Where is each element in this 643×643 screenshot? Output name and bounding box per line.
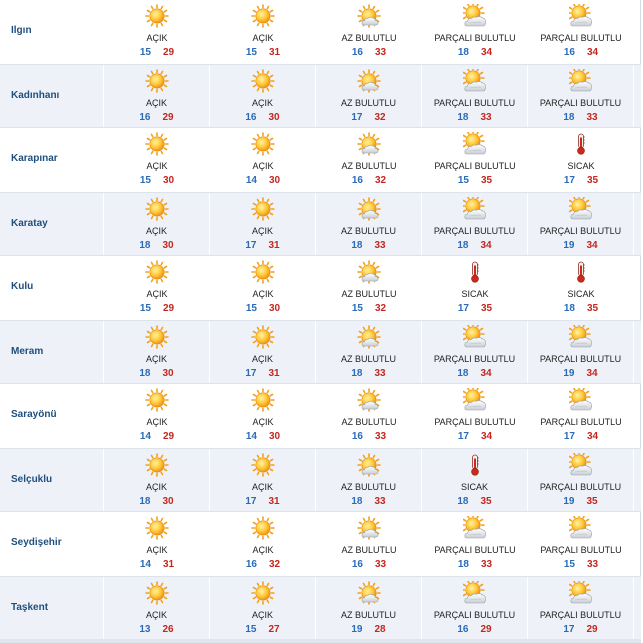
condition-label: PARÇALI BULUTLU	[434, 417, 516, 427]
sun-cloud-icon	[357, 260, 381, 284]
min-temp: 16	[351, 431, 363, 442]
table-row	[0, 64, 641, 128]
forecast-cell	[422, 193, 528, 255]
max-temp: 33	[375, 431, 387, 442]
condition-label: AZ BULUTLU	[340, 610, 396, 620]
condition-label: AÇIK	[252, 161, 274, 171]
max-temp: 29	[480, 624, 492, 635]
max-temp: 34	[481, 47, 493, 58]
city-name: Karatay	[0, 193, 104, 255]
thermometer-icon	[569, 132, 593, 156]
max-temp: 29	[163, 303, 175, 314]
city-name: Seydişehir	[11, 537, 62, 548]
condition-label: PARÇALI BULUTLU	[540, 33, 622, 43]
forecast-cell	[210, 384, 316, 448]
thermometer-icon	[463, 453, 487, 477]
sun-cloud-icon	[357, 197, 381, 221]
forecast-cell	[316, 321, 422, 383]
max-temp: 30	[268, 112, 280, 123]
min-temp: 18	[457, 47, 469, 58]
condition-label: SICAK	[567, 161, 595, 171]
forecast-cell	[104, 0, 210, 64]
sun-icon	[251, 388, 275, 412]
condition-label: PARÇALI BULUTLU	[433, 98, 516, 108]
max-temp: 31	[268, 240, 280, 251]
forecast-cell	[422, 512, 528, 576]
min-temp: 17	[245, 240, 257, 251]
forecast-cell	[528, 0, 634, 64]
partly-cloudy-icon	[569, 453, 593, 477]
forecast-cell	[210, 0, 316, 64]
min-temp: 16	[351, 47, 363, 58]
sun-icon	[145, 453, 169, 477]
max-temp: 31	[269, 47, 281, 58]
forecast-cell	[210, 577, 316, 639]
forecast-cell	[528, 449, 634, 511]
table-row	[0, 320, 641, 384]
table-row	[0, 448, 641, 512]
max-temp: 34	[480, 368, 492, 379]
min-temp: 15	[139, 47, 151, 58]
city-name: Ilgın	[11, 25, 32, 36]
max-temp: 27	[268, 624, 280, 635]
sun-icon	[145, 197, 169, 221]
partly-cloudy-icon	[569, 388, 593, 412]
min-temp: 15	[457, 175, 469, 186]
max-temp: 34	[481, 431, 493, 442]
city-name: Karapınar	[11, 153, 58, 164]
condition-label: PARÇALI BULUTLU	[539, 98, 622, 108]
max-temp: 33	[374, 368, 386, 379]
min-temp: 14	[245, 175, 257, 186]
table-row	[0, 512, 641, 576]
sun-icon	[251, 197, 275, 221]
partly-cloudy-icon	[463, 197, 487, 221]
city-name: Selçuklu	[0, 449, 104, 511]
sun-icon	[251, 4, 275, 28]
forecast-cell	[422, 577, 528, 639]
forecast-cell	[422, 0, 528, 64]
max-temp: 32	[375, 175, 387, 186]
min-temp: 16	[351, 175, 363, 186]
condition-label: PARÇALI BULUTLU	[434, 545, 516, 555]
forecast-cell	[316, 577, 422, 639]
forecast-cell	[104, 512, 210, 576]
min-temp: 18	[351, 368, 363, 379]
condition-label: AZ BULUTLU	[340, 226, 396, 236]
sun-icon	[251, 453, 275, 477]
max-temp: 34	[587, 431, 599, 442]
condition-label: SICAK	[461, 289, 489, 299]
partly-cloudy-icon	[569, 516, 593, 540]
condition-label: SICAK	[460, 482, 488, 492]
forecast-cell	[528, 256, 634, 320]
sun-cloud-icon	[357, 4, 381, 28]
condition-label: AÇIK	[146, 545, 168, 555]
min-temp: 17	[457, 431, 469, 442]
forecast-cell	[210, 65, 316, 127]
thermometer-icon	[569, 260, 593, 284]
partly-cloudy-icon	[463, 69, 487, 93]
forecast-cell	[528, 321, 634, 383]
min-temp: 18	[457, 559, 469, 570]
min-temp: 16	[245, 112, 257, 123]
condition-label: AZ BULUTLU	[340, 98, 396, 108]
condition-label: AZ BULUTLU	[341, 417, 397, 427]
sun-icon	[145, 260, 169, 284]
max-temp: 29	[162, 112, 174, 123]
max-temp: 30	[162, 368, 174, 379]
max-temp: 31	[163, 559, 175, 570]
condition-label: AÇIK	[252, 33, 274, 43]
forecast-cell	[316, 449, 422, 511]
condition-label: PARÇALI BULUTLU	[434, 33, 516, 43]
partly-cloudy-icon	[463, 132, 487, 156]
city-name: Taşkent	[0, 577, 104, 639]
partly-cloudy-icon	[463, 516, 487, 540]
sun-icon	[145, 69, 169, 93]
min-temp: 18	[457, 112, 469, 123]
partly-cloudy-icon	[463, 388, 487, 412]
max-temp: 35	[481, 303, 493, 314]
forecast-cell	[210, 512, 316, 576]
forecast-cell	[316, 65, 422, 127]
forecast-cell	[104, 65, 210, 127]
min-temp: 16	[563, 47, 575, 58]
condition-label: AÇIK	[252, 545, 274, 555]
condition-label: PARÇALI BULUTLU	[539, 226, 622, 236]
sun-icon	[145, 132, 169, 156]
max-temp: 33	[586, 112, 598, 123]
condition-label: PARÇALI BULUTLU	[539, 354, 622, 364]
max-temp: 31	[268, 368, 280, 379]
sun-cloud-icon	[357, 388, 381, 412]
min-temp: 18	[351, 496, 363, 507]
forecast-cell	[316, 384, 422, 448]
sun-icon	[251, 516, 275, 540]
min-temp: 17	[245, 496, 257, 507]
table-row	[0, 0, 641, 64]
max-temp: 34	[586, 368, 598, 379]
sun-cloud-icon	[357, 69, 381, 93]
condition-label: AÇIK	[251, 98, 273, 108]
condition-label: AZ BULUTLU	[341, 161, 397, 171]
max-temp: 30	[162, 240, 174, 251]
condition-label: AÇIK	[145, 98, 167, 108]
min-temp: 16	[139, 112, 151, 123]
sun-cloud-icon	[357, 453, 381, 477]
forecast-cell	[316, 512, 422, 576]
condition-label: PARÇALI BULUTLU	[539, 482, 622, 492]
forecast-cell	[422, 449, 528, 511]
max-temp: 32	[374, 112, 386, 123]
condition-label: AZ BULUTLU	[341, 33, 397, 43]
partly-cloudy-icon	[463, 581, 487, 605]
forecast-cell	[104, 128, 210, 192]
forecast-cell	[528, 512, 634, 576]
forecast-cell	[104, 321, 210, 383]
max-temp: 32	[269, 559, 281, 570]
forecast-cell	[422, 321, 528, 383]
min-temp: 15	[563, 559, 575, 570]
max-temp: 33	[480, 112, 492, 123]
forecast-cell	[422, 65, 528, 127]
max-temp: 29	[586, 624, 598, 635]
min-temp: 19	[563, 368, 575, 379]
max-temp: 28	[374, 624, 386, 635]
sun-icon	[251, 581, 275, 605]
min-temp: 15	[351, 303, 363, 314]
condition-label: PARÇALI BULUTLU	[540, 545, 622, 555]
forecast-cell	[316, 193, 422, 255]
max-temp: 31	[268, 496, 280, 507]
max-temp: 35	[480, 496, 492, 507]
min-temp: 17	[563, 624, 575, 635]
max-temp: 33	[587, 559, 599, 570]
max-temp: 34	[586, 240, 598, 251]
max-temp: 33	[374, 496, 386, 507]
max-temp: 30	[269, 303, 281, 314]
condition-label: AZ BULUTLU	[341, 289, 397, 299]
sun-icon	[145, 388, 169, 412]
forecast-cell	[528, 384, 634, 448]
condition-label: AZ BULUTLU	[341, 545, 397, 555]
min-temp: 18	[457, 240, 469, 251]
min-temp: 18	[457, 496, 469, 507]
table-row	[0, 192, 641, 256]
forecast-cell	[104, 384, 210, 448]
sun-icon	[145, 325, 169, 349]
forecast-cell	[210, 256, 316, 320]
condition-label: AÇIK	[146, 417, 168, 427]
min-temp: 17	[563, 175, 575, 186]
partly-cloudy-icon	[569, 325, 593, 349]
sun-cloud-icon	[357, 516, 381, 540]
partly-cloudy-icon	[569, 4, 593, 28]
sun-icon	[145, 581, 169, 605]
min-temp: 17	[457, 303, 469, 314]
condition-label: AÇIK	[146, 289, 168, 299]
max-temp: 35	[587, 303, 599, 314]
min-temp: 13	[139, 624, 151, 635]
min-temp: 15	[245, 303, 257, 314]
min-temp: 16	[351, 559, 363, 570]
condition-label: AZ BULUTLU	[340, 354, 396, 364]
max-temp: 26	[162, 624, 174, 635]
max-temp: 29	[163, 47, 175, 58]
min-temp: 18	[563, 303, 575, 314]
condition-label: AÇIK	[252, 417, 274, 427]
max-temp: 30	[269, 175, 281, 186]
sun-icon	[251, 69, 275, 93]
city-name: Meram	[0, 321, 104, 383]
min-temp: 15	[245, 47, 257, 58]
min-temp: 18	[139, 368, 151, 379]
max-temp: 32	[375, 303, 387, 314]
forecast-cell	[528, 65, 634, 127]
max-temp: 35	[586, 496, 598, 507]
min-temp: 16	[245, 559, 257, 570]
partly-cloudy-icon	[569, 69, 593, 93]
min-temp: 18	[139, 496, 151, 507]
min-temp: 18	[351, 240, 363, 251]
max-temp: 33	[375, 559, 387, 570]
min-temp: 14	[139, 559, 151, 570]
sun-cloud-icon	[357, 581, 381, 605]
forecast-cell	[210, 321, 316, 383]
forecast-cell	[422, 128, 528, 192]
min-temp: 15	[139, 303, 151, 314]
condition-label: SICAK	[567, 289, 595, 299]
max-temp: 30	[163, 175, 175, 186]
min-temp: 19	[351, 624, 363, 635]
condition-label: AÇIK	[145, 610, 167, 620]
forecast-cell	[528, 577, 634, 639]
min-temp: 15	[139, 175, 151, 186]
forecast-cell	[104, 449, 210, 511]
condition-label: AÇIK	[145, 226, 167, 236]
max-temp: 35	[481, 175, 493, 186]
table-row	[0, 256, 641, 320]
max-temp: 30	[162, 496, 174, 507]
condition-label: PARÇALI BULUTLU	[433, 354, 516, 364]
condition-label: AÇIK	[145, 354, 167, 364]
condition-label: PARÇALI BULUTLU	[433, 226, 516, 236]
condition-label: AÇIK	[146, 161, 168, 171]
min-temp: 19	[563, 240, 575, 251]
forecast-cell	[422, 256, 528, 320]
max-temp: 35	[587, 175, 599, 186]
min-temp: 19	[563, 496, 575, 507]
forecast-cell	[528, 128, 634, 192]
forecast-cell	[528, 193, 634, 255]
table-row	[0, 128, 641, 192]
condition-label: AÇIK	[145, 482, 167, 492]
max-temp: 29	[163, 431, 175, 442]
min-temp: 18	[563, 112, 575, 123]
thermometer-icon	[463, 260, 487, 284]
max-temp: 30	[269, 431, 281, 442]
forecast-cell	[104, 577, 210, 639]
table-footer-bar	[0, 639, 641, 643]
sun-cloud-icon	[357, 325, 381, 349]
min-temp: 18	[457, 368, 469, 379]
max-temp: 33	[374, 240, 386, 251]
sun-icon	[145, 4, 169, 28]
condition-label: AÇIK	[251, 354, 273, 364]
city-name: Sarayönü	[11, 409, 57, 420]
min-temp: 16	[457, 624, 469, 635]
sun-cloud-icon	[357, 132, 381, 156]
forecast-cell	[316, 128, 422, 192]
max-temp: 33	[481, 559, 493, 570]
condition-label: AÇIK	[252, 289, 274, 299]
condition-label: PARÇALI BULUTLU	[540, 417, 622, 427]
forecast-cell	[316, 256, 422, 320]
forecast-cell	[210, 193, 316, 255]
condition-label: PARÇALI BULUTLU	[539, 610, 622, 620]
partly-cloudy-icon	[569, 581, 593, 605]
partly-cloudy-icon	[569, 197, 593, 221]
table-row	[0, 576, 641, 640]
city-name: Kadınhanı	[0, 65, 104, 127]
forecast-cell	[422, 384, 528, 448]
forecast-cell	[210, 449, 316, 511]
forecast-cell	[104, 256, 210, 320]
max-temp: 34	[587, 47, 599, 58]
min-temp: 18	[139, 240, 151, 251]
condition-label: PARÇALI BULUTLU	[434, 161, 516, 171]
forecast-cell	[316, 0, 422, 64]
condition-label: AÇIK	[251, 482, 273, 492]
min-temp: 17	[563, 431, 575, 442]
table-row	[0, 384, 641, 448]
max-temp: 33	[375, 47, 387, 58]
city-name: Kulu	[11, 281, 34, 292]
forecast-cell	[104, 193, 210, 255]
sun-icon	[251, 260, 275, 284]
condition-label: AZ BULUTLU	[340, 482, 396, 492]
condition-label: AÇIK	[251, 226, 273, 236]
min-temp: 14	[139, 431, 151, 442]
condition-label: AÇIK	[251, 610, 273, 620]
sun-icon	[145, 516, 169, 540]
min-temp: 17	[351, 112, 363, 123]
forecast-cell	[210, 128, 316, 192]
condition-label: PARÇALI BULUTLU	[433, 610, 516, 620]
min-temp: 17	[245, 368, 257, 379]
max-temp: 34	[480, 240, 492, 251]
partly-cloudy-icon	[463, 325, 487, 349]
sun-icon	[251, 325, 275, 349]
sun-icon	[251, 132, 275, 156]
min-temp: 15	[245, 624, 257, 635]
partly-cloudy-icon	[463, 4, 487, 28]
condition-label: AÇIK	[146, 33, 168, 43]
min-temp: 14	[245, 431, 257, 442]
